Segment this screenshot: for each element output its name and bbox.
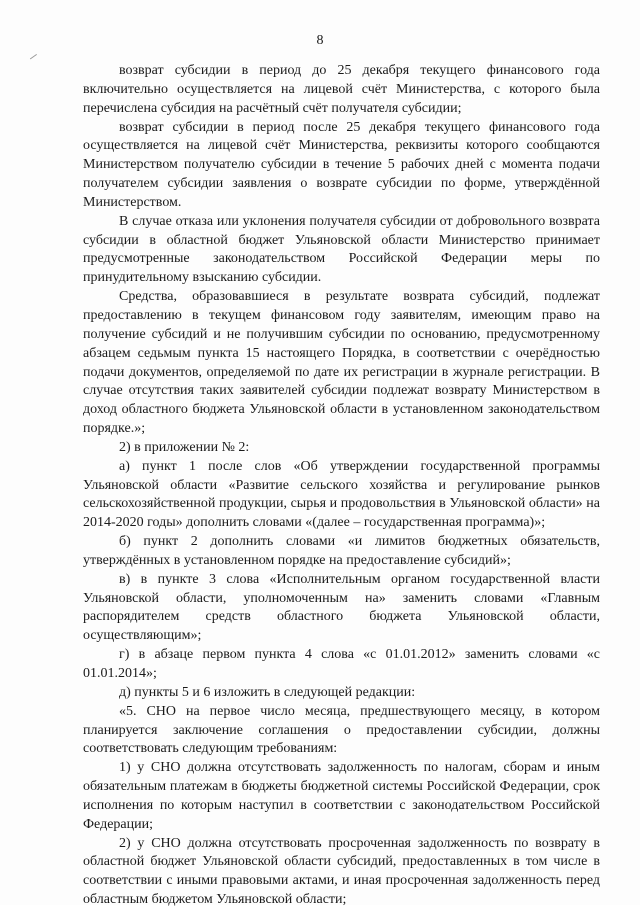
page-number: 8 bbox=[316, 33, 324, 48]
paragraph-item-g: г) в абзаце первом пункта 4 слова «с 01.01.2012» заменить словами «с 01.01.2014»; bbox=[83, 647, 600, 681]
paragraph-item-v: в) в пункте 3 слова «Исполнительным органом государственной власти Ульяновской области, уполномоченным на» заменить словами «Главным распорядителем средств областного бюджета Ульяновской области, осуществляющим»; bbox=[83, 571, 600, 644]
paragraph-item-b: б) пункт 2 дополнить словами «и лимитов бюджетных обязательств, утверждённых в установленном порядке на предоставление субсидий»; bbox=[83, 534, 600, 568]
paragraph-return-before-25-dec: возврат субсидии в период до 25 декабря текущего финансового года включительно осуществляется на лицевой счёт Министерства, с которого была перечислена субсидия на расчётный счёт получателя субсидии; bbox=[83, 63, 600, 116]
paragraph-item-d: д) пункты 5 и 6 изложить в следующей редакции: bbox=[119, 684, 416, 700]
paragraph-returned-funds: Средства, образовавшиеся в результате возврата субсидий, подлежат предоставлению в текущем финансовом году заявителям, имеющим право на получение субсидий и не получившим субсидии по основанию, предусмотренному абзацем седьмым пункта 15 настоящего Порядка, в соответствии с очерёдностью подачи документов, определяемой по дате их регистрации в журнале регистрации. В случае отсутствия таких заявителей субсидии подлежат возврату Министерством в доход областного бюджета Ульяновской области в установленном законодательством порядке.»; bbox=[83, 289, 600, 437]
paragraph-requirement-1: 1) у СНО должна отсутствовать задолженность по налогам, сборам и иным обязательным платежам в бюджеты бюджетной системы Российской Федерации, срок исполнения по которым наступил в соответствии с законодательством Российской Федерации; bbox=[83, 760, 600, 832]
document-body bbox=[83, 62, 600, 910]
paragraph-appendix-2: 2) в приложении № 2: bbox=[119, 439, 250, 455]
paragraph-return-after-25-dec: возврат субсидии в период после 25 декабря текущего финансового года осуществляется на лицевой счёт Министерства, реквизиты которого сообщаются Министерством получателю субсидии в течение 5 рабочих дней с момента подачи получателем субсидии заявления о возврате субсидии по форме, утверждённой Министерством. bbox=[83, 119, 600, 210]
scan-mark bbox=[30, 54, 38, 61]
paragraph-refusal-to-return: В случае отказа или уклонения получателя субсидии от добровольного возврата субсидии в областной бюджет Ульяновской области Министерство принимает предусмотренные законодательством Российской Федерации меры по принудительному взысканию субсидии. bbox=[83, 213, 600, 286]
paragraph-clause-5: «5. СНО на первое число месяца, предшествующего месяцу, в котором планируется заключение соглашения о предоставлении субсидии, должны соответствовать следующим требованиям: bbox=[83, 703, 600, 757]
paragraph-requirement-2: 2) у СНО должна отсутствовать просроченная задолженность по возврату в областной бюджет Ульяновской области субсидий, предоставленных в том числе в соответствии с иными правовыми актами, и иная просроченная задолженность перед областным бюджетом Ульяновской области; bbox=[83, 835, 600, 908]
paragraph-item-a: а) пункт 1 после слов «Об утверждении государственной программы Ульяновской области «Развитие сельского хозяйства и регулирование рынков сельскохозяйственной продукции, сырья и продовольствия в Ульяновской области» на 2014-2020 годы» дополнить словами «(далее – государственная программа)»; bbox=[83, 458, 600, 531]
